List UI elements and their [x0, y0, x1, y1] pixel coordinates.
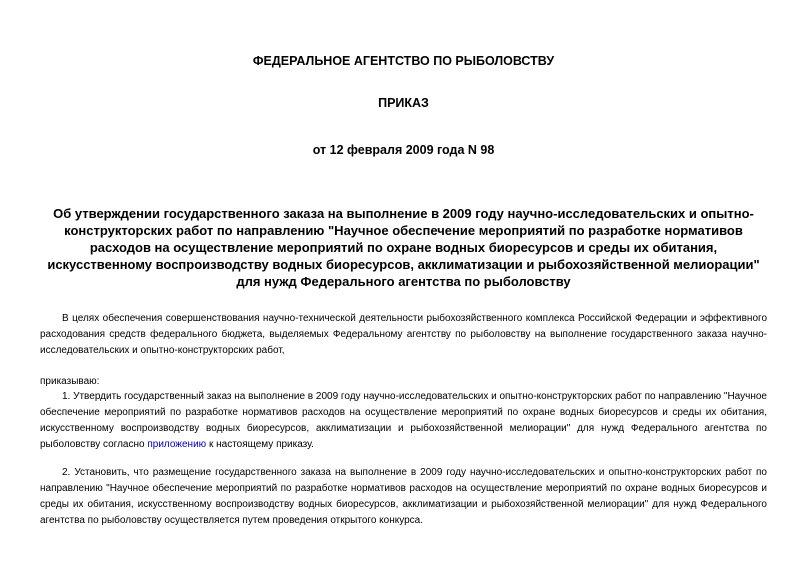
appendix-link[interactable]: приложению [147, 439, 207, 450]
document-type-heading: ПРИКАЗ [378, 96, 429, 110]
order-word: приказываю: [40, 376, 100, 387]
document-title: Об утверждении государственного заказа на выполнение в 2009 году научно-исследовательских и опытно-конструкторских работ по направлению "Научное обеспечение мероприятий по разработке нормативов расходов на осуществление мероприятий по охране водных биоресурсов и среды их обитания, искусственному воспроизводству водных биоресурсов, акклиматизации и рыбохозяйственной мелиорации" для нужд Федерального агентства по рыболовству [47, 206, 760, 289]
item-1-text-before-link: 1. Утвердить государственный заказ на выполнение в 2009 году научно-исследовательских и опытно-конструкторских работ по направлению "Научное обеспечение мероприятий по разработке нормативов расходов на осуществление мероприятий по охране водных биоресурсов и среды их обитания, искусственному воспроизводству водных биоресурсов, акклиматизации и рыбохозяйственной мелиорации" для нужд Федерального агентства по рыболовству согласно [40, 391, 767, 450]
intro-paragraph: В целях обеспечения совершенствования научно-технической деятельности рыбохозяйственного комплекса Российской Федерации и эффективного расходования средств федерального бюджета, выделяемых Федеральному агентству по рыболовству на выполнение государственного заказа научно-исследовательских и опытно-конструкторских работ, [40, 313, 767, 356]
item-1-paragraph [40, 389, 767, 453]
document-date-line: от 12 февраля 2009 года N 98 [312, 143, 495, 157]
item-1-text-after-link: к настоящему приказу. [206, 439, 314, 450]
item-2-paragraph: 2. Установить, что размещение государственного заказа на выполнение в 2009 году научно-исследовательских и опытно-конструкторских работ по направлению "Научное обеспечение мероприятий по разработке нормативов расходов на осуществление мероприятий по охране водных биоресурсов и среды их обитания, искусственному воспроизводству водных биоресурсов, акклиматизации и рыбохозяйственной мелиорации" для нужд Федерального агентства по рыболовству осуществляется путем проведения открытого конкурса. [40, 467, 767, 526]
agency-heading: ФЕДЕРАЛЬНОЕ АГЕНТСТВО ПО РЫБОЛОВСТВУ [252, 54, 555, 68]
